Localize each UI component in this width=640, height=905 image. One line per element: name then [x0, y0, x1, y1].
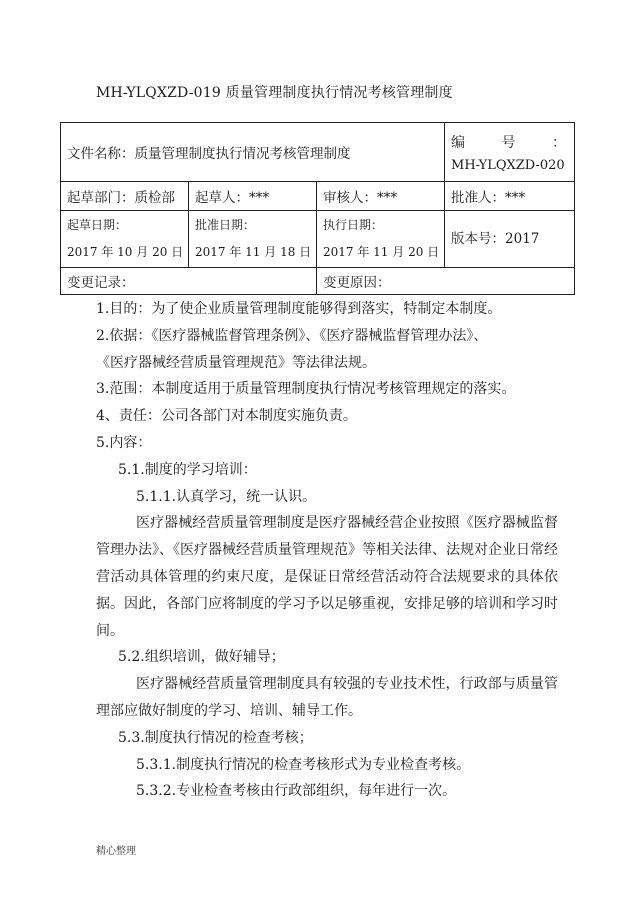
approver-cell: 批准人：*** — [445, 182, 575, 211]
subsection-5-2: 5.2.组织培训，做好辅导； — [118, 649, 285, 666]
draft-date-label: 起草日期： — [67, 218, 128, 232]
draft-date-value: 2017 年 10 月 20 日 — [67, 245, 184, 259]
exec-date-value: 2017 年 11 月 20 日 — [323, 245, 440, 259]
section-scope: 3.范围：本制度适用于质量管理制度执行情况考核管理规定的落实。 — [96, 381, 516, 398]
document-number-cell — [445, 123, 575, 182]
approve-date-cell — [189, 211, 317, 268]
approve-date-value: 2017 年 11 月 18 日 — [195, 245, 312, 259]
section-basis-line1: 2.依据：《医疗器械监督管理条例》、《医疗器械监督管理办法》、 — [96, 327, 488, 344]
approve-date-label: 批准日期： — [195, 218, 256, 232]
section-basis-line2: 《医疗器械经营质量管理规范》等法律法规。 — [96, 354, 376, 371]
paragraph-training: 医疗器械经营质量管理制度具有较强的专业技术性，行政部与质量管理部应做好制度的学习、培训、辅导工作。 — [96, 676, 558, 719]
file-name-cell: 文件名称：质量管理制度执行情况考核管理制度 — [61, 123, 445, 182]
subsection-5-3-1: 5.3.1.制度执行情况的检查考核形式为专业检查考核。 — [136, 756, 471, 773]
footer-text: 精心整理 — [96, 846, 136, 857]
document-number-value: MH-YLQXZD-020 — [451, 157, 565, 173]
change-reason-cell: 变更原因： — [317, 268, 575, 295]
reviewer-cell: 审核人：*** — [317, 182, 445, 211]
version-cell: 版本号：2017 — [445, 211, 575, 268]
draft-date-cell — [61, 211, 189, 268]
section-content: 5.内容： — [96, 434, 152, 451]
document-title: MH-YLQXZD-019 质量管理制度执行情况考核管理制度 — [96, 85, 453, 101]
exec-date-label: 执行日期： — [323, 218, 384, 232]
drafting-dept-cell: 起草部门：质检部 — [61, 182, 189, 211]
subsection-5-3-2: 5.3.2.专业检查考核由行政部组织，每年进行一次。 — [136, 783, 457, 800]
document-number-label: 编 号 ： — [451, 134, 567, 151]
paragraph-study: 医疗器械经营质量管理制度是医疗器械经营企业按照《医疗器械监督管理办法》、《医疗器械经营质量管理规范》等相关法律、法规对企业日常经营活动具体管理的约束尺度，是保证日常经营活动符合法规要求的具体依据。因此，各部门应将制度的学习予以足够重视，安排足够的培训和学习时间。 — [96, 515, 558, 639]
document-header-table — [60, 122, 575, 295]
drafter-cell: 起草人：*** — [189, 182, 317, 211]
change-record-cell: 变更记录： — [61, 268, 317, 295]
section-responsibility: 4、责任：公司各部门对本制度实施负责。 — [96, 408, 357, 425]
section-purpose: 1.目的：为了使企业质量管理制度能够得到落实，特制定本制度。 — [96, 301, 502, 317]
subsection-5-1: 5.1.制度的学习培训： — [118, 461, 257, 478]
exec-date-cell — [317, 211, 445, 268]
subsection-5-3: 5.3.制度执行情况的检查考核； — [118, 729, 313, 746]
document-body — [96, 296, 558, 805]
subsection-5-1-1: 5.1.1.认真学习，统一认识。 — [136, 488, 317, 505]
